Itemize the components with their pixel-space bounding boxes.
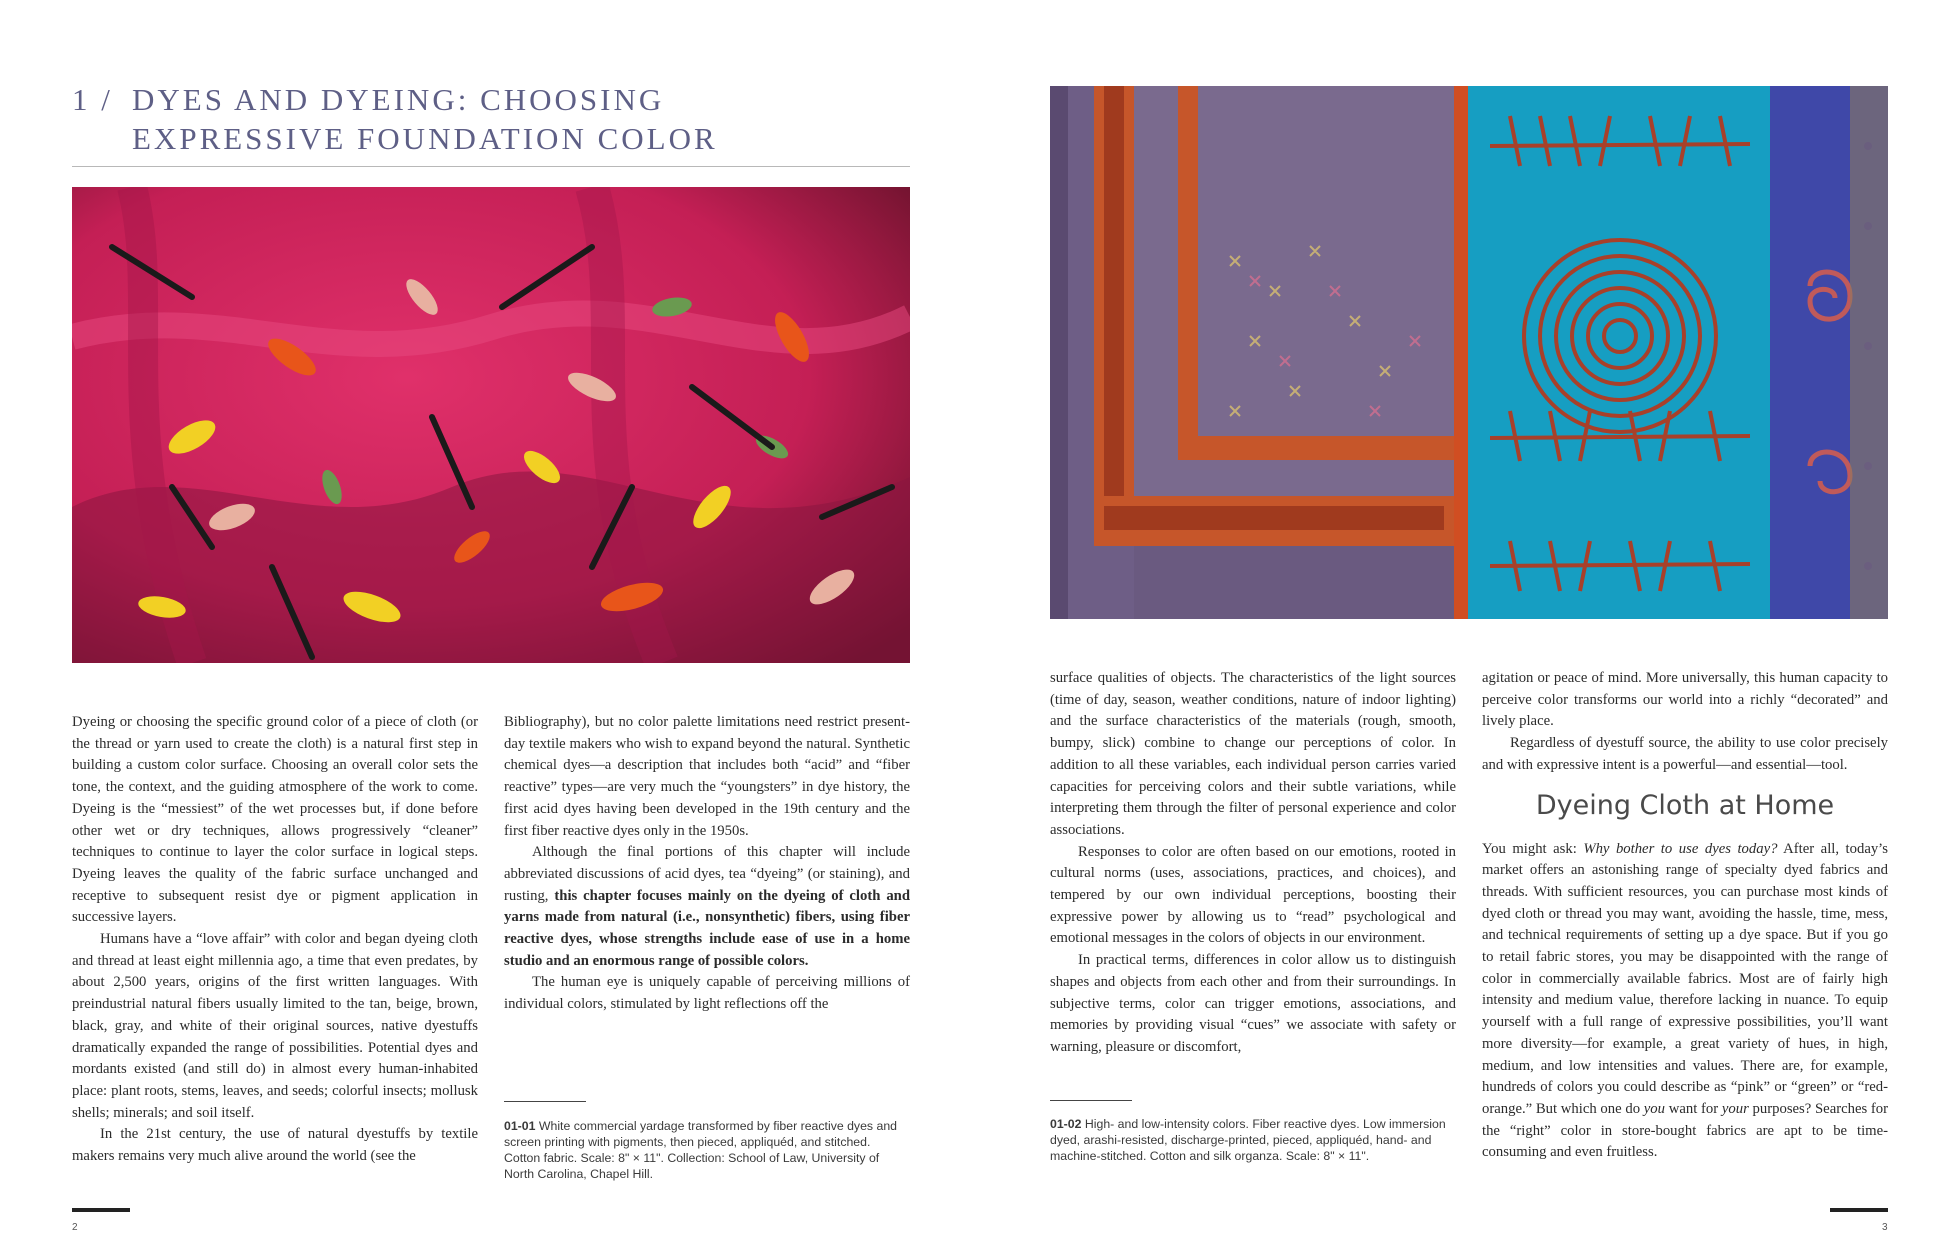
body-column-3 <box>1050 668 1456 1059</box>
turquoise-quilt-image <box>1050 86 1888 619</box>
col2-p2-bold: this chapter focuses mainly on the dyeing of cloth and yarns made from natural (i.e., nonsynthetic) fibers, using fiber reactive dyes, whose strengths include ease of use in a home studio and an enormous range of possible colors. <box>504 887 910 969</box>
page-number-right: 3 <box>1882 1222 1888 1233</box>
figure-01-02-turquoise-quilt-photo <box>1050 86 1888 619</box>
col3-paragraph-3: In practical terms, differences in color allow us to distinguish shapes and objects from each other and from their surroundings. In subjective terms, color can trigger emotions, associations, and memories by providing visual “cues” we associate with safety or warning, pleasure or discomfort, <box>1050 952 1456 1055</box>
caption-01-01 <box>504 1118 910 1182</box>
chapter-title <box>72 80 910 158</box>
col2-paragraph-1: Bibliography), but no color palette limitations need restrict present-day textile makers who wish to expand beyond the natural. Synthetic chemical dyes—a description that includes both “acid” and “fiber reactive” types—are very much the “youngsters” in dye history, the first acid dyes having been developed in the 19th century and the first fiber reactive dyes only in the 1950s. <box>504 714 910 839</box>
col4-p3-g: purposes? Searches for the “right” color in store-bought fabrics are apt to be time-consuming and even fruitless. <box>1482 1100 1889 1161</box>
caption-01-01-text: White commercial yardage transformed by fiber reactive dyes and screen printing with pigments, then pieced, appliquéd, and stitched. Cotton fabric. Scale: 8" × 11". Collection: School of Law, University of North Carolina, Chapel Hill. <box>504 1119 898 1181</box>
caption-rule-right <box>1050 1100 1132 1101</box>
col1-paragraph-2: Humans have a “love affair” with color and began dyeing cloth and thread at least eight millennia ago, a time that even predates, by about 2,500 years, origins of the first written languages. With preindustrial natural fibers usually limited to the tan, beige, brown, black, gray, and white of their original sources, native dyestuffs dramatically expanded the range of possibilities. Potential dyes and mordants existed (and still do) in almost every human-inhabited place: plant roots, stems, leaves, and seeds; colorful insects; mollusk shells; minerals; and soil itself. <box>72 931 478 1121</box>
page-bar-left <box>72 1208 130 1212</box>
caption-01-02-number: 01-02 <box>1050 1117 1082 1131</box>
title-rule <box>72 166 910 167</box>
col1-paragraph-3: In the 21st century, the use of natural dyestuffs by textile makers remains very much alive around the world (see the <box>72 1126 478 1165</box>
page-bar-right <box>1830 1208 1888 1212</box>
page-number-left: 2 <box>72 1222 78 1233</box>
body-column-2 <box>504 712 910 1016</box>
section-heading-dyeing-cloth-at-home: Dyeing Cloth at Home <box>1535 789 1835 821</box>
col2-p2-text: Although the final portions of this chapter will include abbreviated discussions of acid dyes, tea “dyeing” (or staining), and rusting, <box>504 844 910 904</box>
col2-paragraph-2 <box>504 842 910 972</box>
figure-01-01-pink-quilt-photo <box>72 187 910 663</box>
chapter-title-line-1: DYES AND DYEING: CHOOSING <box>132 82 665 117</box>
col4-paragraph-2: Regardless of dyestuff source, the ability to use color precisely and with expressive intent is a powerful—and essential—tool. <box>1482 735 1888 773</box>
col4-p3-italic-you: you <box>1643 1100 1665 1117</box>
chapter-title-line-2: EXPRESSIVE FOUNDATION COLOR <box>132 121 718 156</box>
caption-01-02-text: High- and low-intensity colors. Fiber reactive dyes. Low immersion dyed, arashi-resisted, discharge-printed, pieced, appliquéd, hand- and machine-stitched. Cotton and silk organza. Scale: 8" × 11". <box>1050 1117 1446 1163</box>
col4-p3-c: After all, today’s market offers an astonishing range of specialty dyed fabrics and threads. With sufficient resources, you can purchase most kinds of dyed cloth or thread you may want, avoiding the hassle, time, mess, and technical requirements of setting up a dye space. But if you go to retail fabric stores, you may be disappointed with the range of color in commercially available fabrics. Most are of fairly high intensity and medium value, therefore lacking in nuance. To equip yourself with a full range of expressive possibilities, you’ll want more diversity—for example, a great variety of hues, in high, medium, and low intensities and values. There are, for example, hundreds of colors you could describe as “pink” or “green” or “red-orange.” But which one do <box>1482 840 1888 1117</box>
body-column-1 <box>72 712 478 1168</box>
body-column-4 <box>1482 668 1888 1164</box>
col4-p3-italic-your: your <box>1721 1100 1749 1117</box>
caption-rule-left <box>504 1101 586 1102</box>
col2-paragraph-3: The human eye is uniquely capable of perceiving millions of individual colors, stimulated by light reflections off the <box>504 974 910 1013</box>
caption-01-02 <box>1050 1116 1456 1164</box>
col4-p3-italic-question: Why bother to use dyes today? <box>1583 840 1778 857</box>
col4-paragraph-1: agitation or peace of mind. More universally, this human capacity to perceive color transforms our world into a richly “decorated” and lively place. <box>1482 670 1888 730</box>
col3-paragraph-1: surface qualities of objects. The characteristics of the light sources (time of day, season, weather conditions, nature of indoor lighting) and the surface characteristics of the materials (rough, smooth, bumpy, slick) combine to change our perceptions of color. In addition to all these variables, each individual person carries varied capacities for perceiving colors and their subtle variations, while interpreting them through the filter of personal experience and color associations. <box>1050 670 1456 838</box>
caption-01-01-number: 01-01 <box>504 1119 536 1133</box>
col4-paragraph-3 <box>1482 839 1888 1165</box>
col1-paragraph-1: Dyeing or choosing the specific ground color of a piece of cloth (or the thread or yarn used to create the cloth) is a natural first step in building a custom color surface. Choosing an overall color sets the tone, the context, and the guiding atmosphere of the work to come. Dyeing is the “messiest” of the wet processes but, if done before other wet or dry techniques, allows progressively “cleaner” techniques to continue to layer the color surface in logical steps. Dyeing leaves the quality of the fabric surface unchanged and receptive to subsequent resist dye or pigment application in successive layers. <box>72 714 478 926</box>
pink-quilt-image <box>72 187 910 663</box>
col4-p3-e: want for <box>1668 1100 1719 1117</box>
col4-p3-a: You might ask: <box>1482 840 1577 857</box>
chapter-number: 1 / <box>72 82 113 117</box>
col3-paragraph-2: Responses to color are often based on our emotions, rooted in cultural norms (uses, associations, practices, and choices), and tempered by our own individual perceptions, boosting their expressive power by allowing us to “read” psychological and emotional messages in the colors of objects in our environment. <box>1050 843 1456 947</box>
